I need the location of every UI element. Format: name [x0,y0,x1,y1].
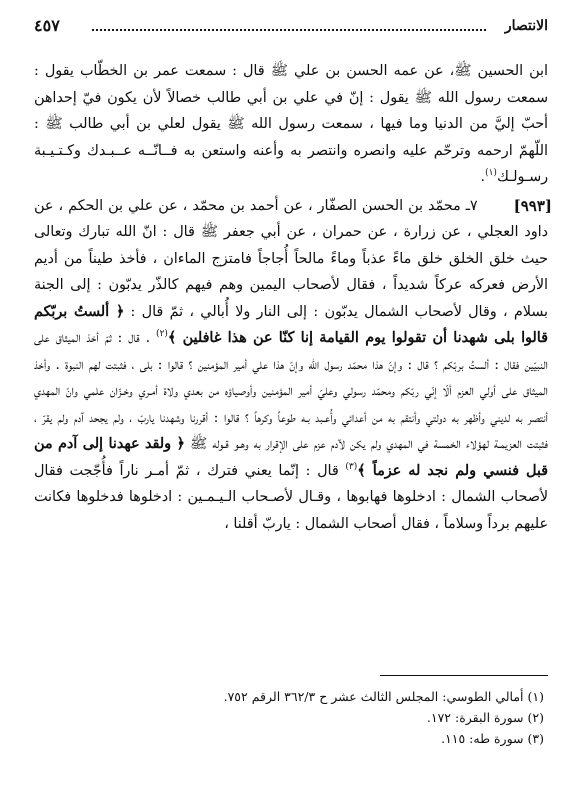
running-header [34,14,548,38]
hadith-number: [٩٩٣] [513,196,552,215]
footnote-ref-3: (٣) [345,461,358,472]
body-text [34,58,552,537]
footnote-1: (١) أمالي الطوسي: المجلس الثالث عشر ح ٣٦٢/٣ الرقم ٧٥٢. [223,689,544,704]
footnote-ref-1: (١) [485,168,497,179]
paragraph-continuation [34,58,548,191]
page-number: ٤٥٧ [34,16,60,35]
footnote-2: (٢) سورة البقرة: ١٧٢. [426,710,544,725]
paragraph-hadith-993 [34,193,552,538]
paragraph-text: . قال : ثمّ أخذ الميثاق على النبيّين فقال : ألستُ بربّكم ؟ قال : وإنّ هذا محمّد رسول الله وإنّ هذا علي أمير المؤمنين ؟ قالوا : بلى ، فثبتت لهم النبوة . وأخذ الميثاق على أولي العزم ألّا إنّي ربّكم ومحمّد رسولي وعليّ أمير المؤمنين وأوصياؤه من بعدي ولاة أمـري وخـزّان علمي وانّ المهدي أنتصر به لديني وأظهر به دولتي وأنتقم به من أعدائي وأُعـبد بـه طوعاً وكرهاً ؟ قالوا : أقررنا وشهدنا ياربّ ، ولم يجحد آدم ولم يقرّ ، فثبتت العزيمـة لهؤلاء الخمسة في المهدي ولم يكن لآدم عزم على الإقرار به وهـو قـوله ﷺ [34,330,548,452]
footnote-ref-2: (٢) [156,329,168,340]
paragraph-text: ابن الحسين ﷺ، عن عمه الحسن بن علي ﷺ قال : سمعت عمر بن الخطّاب يقول : سمعت رسول الله ﷺ يقول : إنّ في علي بن أبي طالب خصالاً لأن يكون فيّ إحداهن أحبّ إليَّ من الدنيا وما فيها ، سمعت رسول الله ﷺ يقول لعلي بن أبي طالب ﷺ : اللّهمّ ارحمه وترحّم عليه وانصره وانتصر به وأعنه واستعن به فــانّــه عــبـدك وكـتـيـبة رسـولـك [34,63,548,185]
quran-quote-1: ﴿ ألستُ بربّكم قالوا بلى شهدنا أن تقولوا يوم القيامة إنا كنّا عن هذا غافلين ﴾ [34,303,548,346]
footnotes [34,675,548,749]
paragraph-text-end: . [480,169,486,185]
dotted-leader [92,29,486,31]
paragraph-text: ٧ـ محمّد بن الحسن الصفّار ، عن أحمد بن محمّد ، عن علي بن الحكم ، عن داود العجلي ، عن زرارة ، عن حمران ، عن أبي جعفر ﷺ قال : انّ الله تبارك وتعالى حيث خلق الخلق خلق ماءً عذباً وماءً مالحاً أُجاجاً فامتزج الماءان ، فأخذ طيناً من أديم الأرض فعركه عركاً شديداً ، فقال لأصحاب اليمين وهم فيهم كالذّر يدبّون : إلى الجنة بسلام ، وقال لأصحاب الشمال يدبّون : إلى النار ولا أُبالي ، ثمّ قال : [34,197,548,320]
footnote-3: (٣) سورة طه: ١١٥. [441,731,544,746]
paragraph-text: قال : إنّما يعني فترك ، ثمّ أمـر ناراً فأُجّجت فقال لأصحاب الشمال : ادخلوها فهابوها ، وقـال لأصـحاب الـيـمـين : ادخلوها فدخلوها فكانت عليهم برداً وسلاماً ، فقال أصحاب الشمال : ياربّ أقلنا ، [34,462,548,532]
quran-quote-2: ﴿ ولقد عهدنا إلى آدم من قبل فنسي ولم نجد له عزماً ﴾ [34,436,548,479]
book-page [34,14,552,794]
running-title: الانتصار [501,14,548,38]
footnote-separator [380,675,548,676]
